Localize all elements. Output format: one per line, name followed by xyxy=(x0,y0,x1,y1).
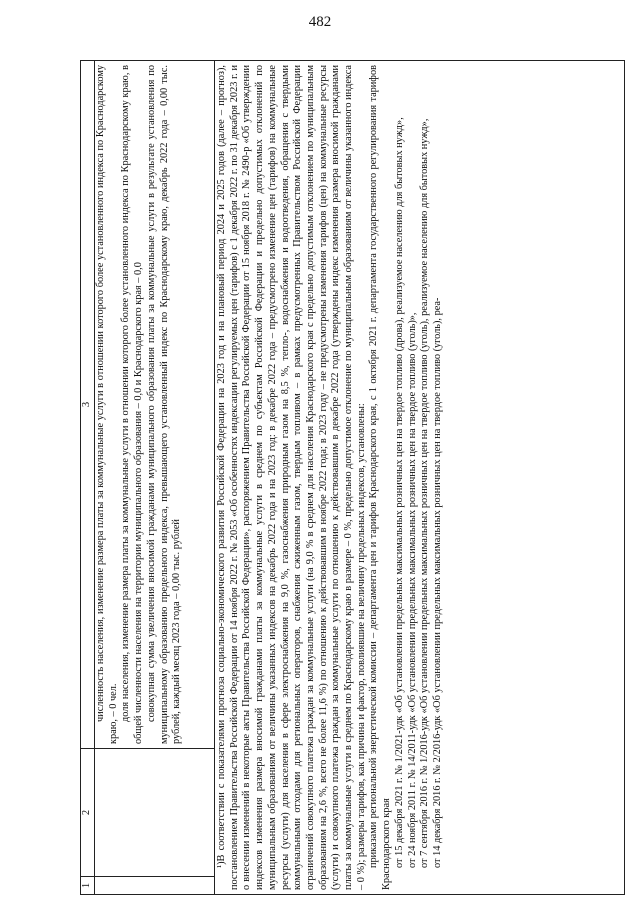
table-row xyxy=(95,61,215,895)
column-header-1: 1 xyxy=(81,877,95,895)
table-header-row xyxy=(81,61,95,895)
data-table xyxy=(80,60,625,895)
footnote-paragraph: от 7 сентября 2016 г. № 1/2016-удк «Об установлении предельных максимальных розничных цен на твердое топливо (уголь), реализуемое населению для бытовых нужд», xyxy=(419,118,431,868)
footnote-cell xyxy=(215,61,625,895)
cell-col1 xyxy=(95,877,215,895)
population-count-text: численность населения, изменение размера платы за коммунальные услуги в отношении которого более установленного индекса по Краснодарскому краю, – 0 чел. xyxy=(95,65,119,744)
payment-increase-text: совокупная сумма увеличения вносимой гражданами муниципального образования платы за коммунальные услуги в результате установления по муниципальному образованию предельного индекса, превышающего установленный индекс по Краснодарскому краю, декабрь 2022 года – 0,00 тыс. рублей, каждый месяц 2023 года – 0,00 тыс. рублей xyxy=(145,65,183,744)
rotated-table-area xyxy=(80,60,625,895)
footnote-paragraph: приказами региональной энергетической комиссии – департамента цен и тарифов Краснодарского края, с 1 октября 2021 г. департамента государственного регулирования тарифов Краснодарского края xyxy=(368,65,393,890)
population-share-text: доля населения, изменение размера платы за коммунальные услуги в отношении которого более установленного индекса по Краснодарскому краю, в общей численности населения на территории муниципального образования – 0,0 и Краснодарского края – 0,0 xyxy=(120,65,145,744)
cell-col2 xyxy=(95,749,215,877)
footnote-row xyxy=(215,61,625,895)
page-number: 482 xyxy=(308,14,332,30)
footnote-paragraph: от 15 декабря 2021 г. № 1/2021-удк «Об установлении предельных максимальных розничных цен на твердое топливо (дрова), реализуемое населению для бытовых нужд», xyxy=(393,117,405,868)
column-header-2: 2 xyxy=(81,749,95,877)
footnote-paragraph: от 14 декабря 2016 г. № 2/2016-удк «Об установлении предельных максимальных розничных цен на твердое топливо (уголь), реа- xyxy=(431,297,443,868)
rotated-content xyxy=(80,60,625,895)
column-header-3: 3 xyxy=(81,61,95,749)
footnote-paragraph: ¹)В соответствии с показателями прогноза социально-экономического развития Российской Федерации на 2023 год и на плановый период 2024 и 2025 годов (далее – прогноз), постановлением Правительства Российской Федерации от 14 ноября 2022 г. № 2053 «Об особенностях индексации регулируемых цен (тарифов) с 1 декабря 2022 г. по 31 декабря 2023 г. и о внесении изменений в некоторые акты Правительства Российской Федерации», распоряжением Правительства Российской Федерации от 15 ноября 2018 г. № 2490-р «Об утверждении индексов изменения размера вносимой гражданами платы за коммунальные услуги в среднем по субъектам Российской Федерации и предельно допустимых отклонений по муниципальным образованиям от величины указанных индексов на декабрь 2022 года и на 2023 год: в декабре 2022 года – предусмотрено изменение цен (тарифов) на коммунальные ресурсы (услуги) для населения в сфере электроснабжения на 9,0 %, газоснабжения природным газом на 8,5 %, тепло-, водоснабжения и водоотведения, обращения с твердыми коммунальными отходами для региональных операторов, снабжения сжиженным газом, твердым топливом – в рамках предусмотренных Правительством Российской Федерации ограничений совокупного платежа граждан за коммунальные услуги (на 9,0 % в среднем для населения Краснодарского края с предельно допустимым отклонением по муниципальным образованиям на 2,6 %, всего не более 11,6 %) по отношению к действовавшим в ноябре 2022 года; в 2023 году – не предусмотрены изменения тарифов (цен) на коммунальные ресурсы (услуги) и совокупного платежа граждан за коммунальные услуги по отношению к действовавшим в декабре 2022 года (утверждены индекс изменения размера вносимой гражданами платы за коммунальные услуги в среднем по Краснодарскому краю в размере – 0 %, предельно допустимое отклонение по муниципальным образованиям от величины указанного индекса – 0 %); размеры тарифов, как причина и фактор, повлиявшие на величину предельных индексов, установлены: xyxy=(216,65,367,890)
cell-col3 xyxy=(95,61,215,749)
footnote-paragraph: от 24 ноября 2011 г. № 14/2011-удк «Об установлении предельных максимальных розничных цен на твердое топливо (уголь)», xyxy=(406,312,418,868)
